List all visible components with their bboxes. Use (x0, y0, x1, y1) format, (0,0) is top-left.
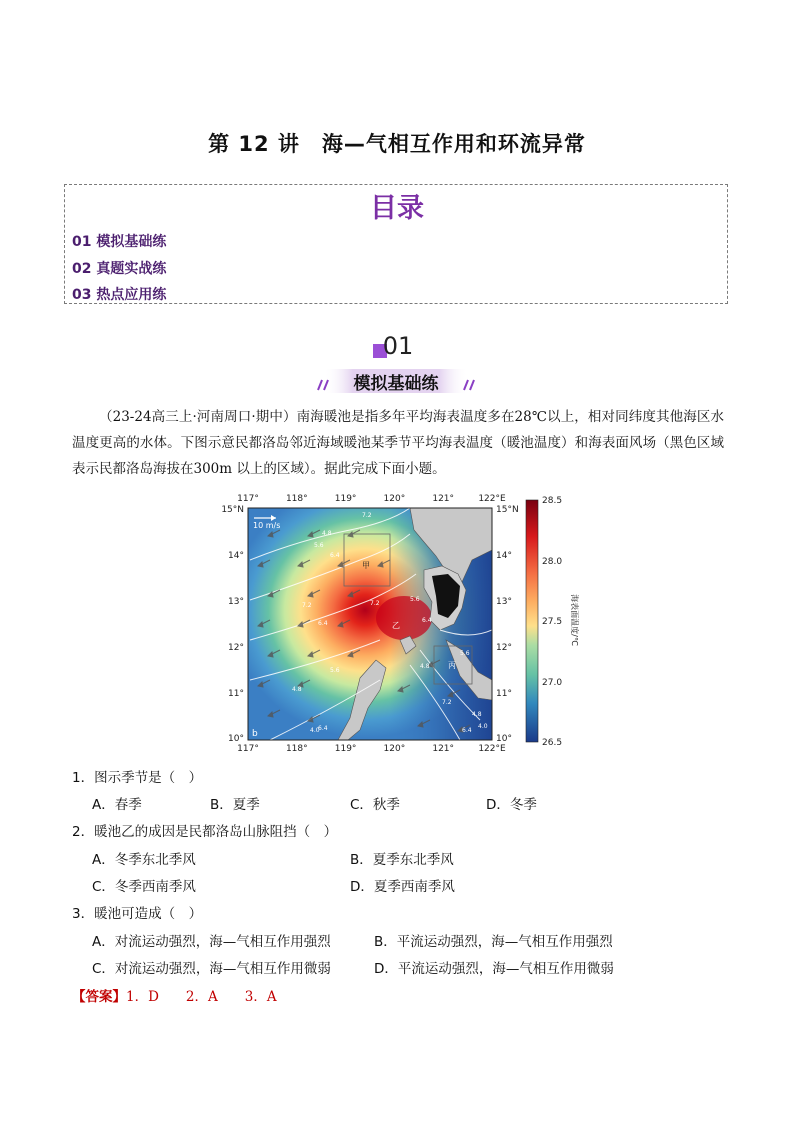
contour-label: 6.4 (462, 727, 472, 734)
sst-wind-map (210, 490, 580, 752)
q2-option-a[interactable]: A．冬季东北季风 (92, 852, 196, 868)
q3-option-a[interactable]: A．对流运动强烈，海—气相互作用强烈 (92, 934, 331, 950)
contour-label: 4.8 (420, 663, 430, 670)
colorbar-tick: 27.0 (542, 678, 563, 688)
contour-label: 4.0 (310, 727, 320, 734)
contour-label: 7.2 (362, 512, 372, 519)
left-tick: 11° (228, 689, 244, 699)
contour-label: 6.4 (330, 552, 340, 559)
toc-heading: 目录 (370, 193, 424, 224)
contour-label: 6.4 (318, 620, 328, 627)
contour-label: 5.6 (460, 650, 470, 657)
q3-option-d[interactable]: D．平流运动强烈，海—气相互作用微弱 (374, 961, 614, 977)
left-tick: 13° (228, 597, 244, 607)
top-tick: 119° (334, 494, 357, 504)
toc-item-1[interactable]: 01 模拟基础练 (72, 234, 167, 250)
right-tick: 12° (496, 643, 512, 653)
contour-label: 4.8 (322, 530, 332, 537)
colorbar (526, 500, 538, 742)
label-yi: 乙 (392, 621, 400, 630)
section-number: 01 (382, 332, 414, 360)
contour-label: 7.2 (302, 602, 312, 609)
contour-label: 4.8 (292, 686, 302, 693)
bottom-tick: 119° (334, 744, 357, 752)
q2-option-b[interactable]: B．夏季东北季风 (350, 852, 454, 868)
answer-line (72, 985, 277, 1005)
question-3-stem: 3．暖池可造成（ ） (72, 906, 203, 922)
right-tick: 10° (496, 734, 512, 744)
answer-tag: 【答案】 (72, 989, 126, 1005)
contour-label: 6.4 (318, 725, 328, 732)
q3-option-b[interactable]: B．平流运动强烈，海—气相互作用强烈 (374, 934, 613, 950)
contour-label: 5.6 (410, 596, 420, 603)
top-tick: 121° (432, 494, 455, 504)
colorbar-tick: 26.5 (542, 738, 563, 748)
colorbar-label: 海表面温度/℃ (570, 594, 579, 646)
left-tick: 14° (228, 551, 244, 561)
contour-label: 7.2 (442, 699, 452, 706)
bottom-tick: 118° (285, 744, 308, 752)
section-label: 模拟基础练 (353, 374, 439, 394)
q1-option-c[interactable]: C．秋季 (350, 797, 400, 813)
q1-option-b[interactable]: B．夏季 (210, 797, 260, 813)
intro-paragraph: （23-24高三上·河南周口·期中）南海暖池是指多年平均海表温度多在28℃以上，相对同纬度其他海区水温度更高的水体。下图示意民都洛岛邻近海域暖池某季节平均海表温度（暖池温度）和海表面风场（黑色区域表示民都洛岛海拔在300m 以上的区域）。据此完成下面小题。 (72, 409, 724, 477)
contour-label: 5.6 (330, 667, 340, 674)
top-tick: 117° (237, 494, 259, 504)
top-tick: 120° (383, 494, 406, 504)
answer-text: 1．D 2．A 3．A (126, 989, 277, 1005)
contour-label: 7.2 (370, 600, 380, 607)
q3-option-c[interactable]: C．对流运动强烈，海—气相互作用微弱 (92, 961, 331, 977)
left-tick: 10° (228, 734, 244, 744)
top-tick: 122°E (478, 494, 506, 504)
left-tick: 15°N (221, 505, 244, 515)
right-tick: 11° (496, 689, 512, 699)
panel-letter: b (252, 729, 258, 739)
q1-option-d[interactable]: D．冬季 (486, 797, 537, 813)
q2-option-d[interactable]: D．夏季西南季风 (350, 879, 455, 895)
page-title: 第 12 讲 海—气相互作用和环流异常 (208, 132, 586, 156)
q1-option-a[interactable]: A．春季 (92, 797, 142, 813)
toc-item-2[interactable]: 02 真题实战练 (72, 261, 167, 277)
contour-label: 4.8 (472, 711, 482, 718)
right-tick: 13° (496, 597, 512, 607)
right-tick: 15°N (496, 505, 519, 515)
contour-label: 4.0 (478, 723, 488, 730)
toc-box (64, 184, 728, 304)
left-tick: 12° (228, 643, 244, 653)
question-1-stem: 1．图示季节是（ ） (72, 770, 203, 786)
label-bing: 丙 (448, 661, 456, 670)
question-2-stem: 2．暖池乙的成因是民都洛岛山脉阻挡（ ） (72, 824, 338, 840)
bottom-tick: 122°E (478, 744, 506, 752)
bottom-tick: 117° (237, 744, 259, 752)
contour-label: 5.6 (314, 542, 324, 549)
wind-scale-label: 10 m/s (253, 521, 281, 530)
q2-option-c[interactable]: C．冬季西南季风 (92, 879, 196, 895)
toc-item-3[interactable]: 03 热点应用练 (72, 287, 167, 303)
colorbar-tick: 27.5 (542, 617, 563, 627)
label-jia: 甲 (362, 561, 370, 570)
right-tick: 14° (496, 551, 512, 561)
contour-label: 6.4 (422, 617, 432, 624)
colorbar-tick: 28.5 (542, 496, 563, 506)
top-tick: 118° (285, 494, 308, 504)
colorbar-tick: 28.0 (542, 557, 563, 567)
bottom-tick: 121° (432, 744, 455, 752)
bottom-tick: 120° (383, 744, 406, 752)
